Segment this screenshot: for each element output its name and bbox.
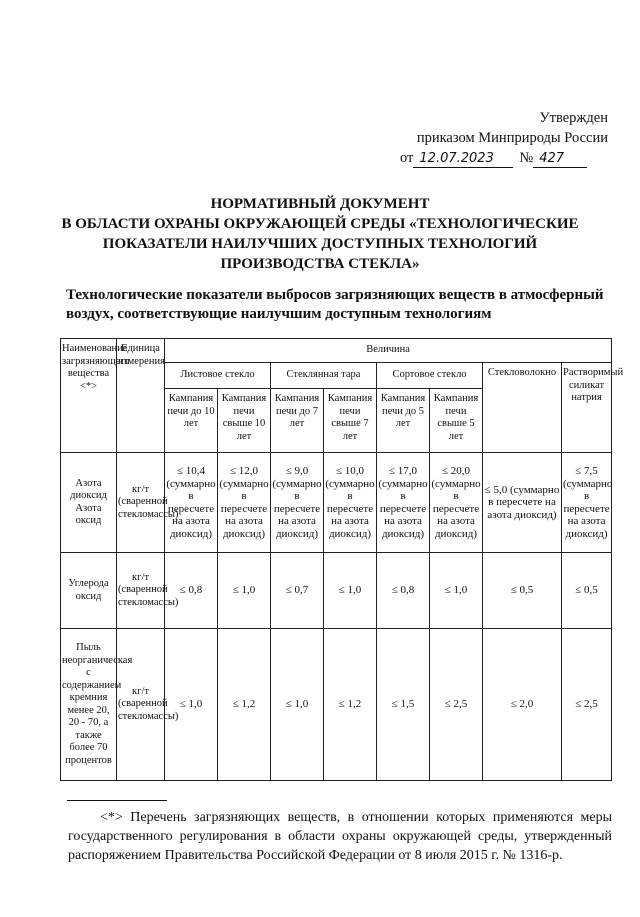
unit-cell: кг/т (сваренной стекломассы) [117,553,165,629]
value-cell: ≤ 12,0 (суммарно в пересчете на азота диоксид) [218,453,271,553]
header-sort-glass: Сортовое стекло [377,363,483,389]
value-cell: ≤ 10,0 (суммарно в пересчете на азота диоксид) [324,453,377,553]
value-cell: ≤ 1,0 [430,553,483,629]
document-title [40,194,600,274]
value-cell: ≤ 0,7 [271,553,324,629]
header-sheet-over-10: Кампания печи свыше 10 лет [218,389,271,453]
value-cell: ≤ 9,0 (суммарно в пересчете на азота диоксид) [271,453,324,553]
order-number: 427 [533,151,587,168]
approval-line-order: приказом Минприроды России [416,130,608,146]
footnote: <*> Перечень загрязняющих веществ, в отношении которых применяются меры государственного регулирования в области охраны окружающей среды, утвержденный распоряжением Правительства Российской Федерации от 8 июля 2015 г. № 1316-р. [68,810,612,863]
header-unit: Единица измерения [117,339,165,453]
header-fiberglass: Стекловолокно [483,363,562,453]
header-sheet-glass: Листовое стекло [165,363,271,389]
substance-name: Пыль неорганическая с содержанием кремния менее 20, 20 - 70, а также более 70 процентов [61,629,117,781]
header-sodium-silicate: Растворимый силикат натрия [562,363,612,453]
header-container-up-to-7: Кампания печи до 7 лет [271,389,324,453]
table-row [61,629,612,781]
value-cell: ≤ 10,4 (суммарно в пересчете на азота диоксид) [165,453,218,553]
title-line-2: В ОБЛАСТИ ОХРАНЫ ОКРУЖАЮЩЕЙ СРЕДЫ «ТЕХНОЛОГИЧЕСКИЕ [61,216,579,232]
value-cell: ≤ 2,0 [483,629,562,781]
approval-block [400,108,610,168]
value-cell: ≤ 0,5 [483,553,562,629]
value-cell: ≤ 0,8 [377,553,430,629]
substance-name: Углерода оксид [61,553,117,629]
value-cell: ≤ 0,8 [165,553,218,629]
value-cell: ≤ 2,5 [430,629,483,781]
value-cell: ≤ 1,2 [218,629,271,781]
value-cell: ≤ 17,0 (суммарно в пересчете на азота диоксид) [377,453,430,553]
value-cell: ≤ 1,0 [218,553,271,629]
title-line-1: НОРМАТИВНЫЙ ДОКУМЕНТ [210,196,430,212]
header-substance: Наименование загрязняющего вещества <*> [61,339,117,453]
order-date: 12.07.2023 [413,151,513,168]
header-sort-over-5: Кампания печи свыше 5 лет [430,389,483,453]
unit-cell: кг/т (сваренной стекломассы) [117,629,165,781]
unit-cell: кг/т (сваренной стекломассы) [117,453,165,553]
substance-name: Азота диоксид Азота оксид [61,453,117,553]
header-sheet-up-to-10: Кампания печи до 10 лет [165,389,218,453]
value-cell: ≤ 20,0 (суммарно в пересчете на азота диоксид) [430,453,483,553]
approval-line-approved: Утвержден [539,110,608,126]
header-value: Величина [165,339,612,363]
emissions-table [60,338,624,781]
number-label: № [519,150,534,166]
header-glass-container: Стеклянная тара [271,363,377,389]
section-subtitle: Технологические показатели выбросов загрязняющих веществ в атмосферный воздух, соответствующие наилучшим доступным технологиям [66,287,604,322]
header-container-over-7: Кампания печи свыше 7 лет [324,389,377,453]
value-cell: ≤ 2,5 [562,629,612,781]
value-cell: ≤ 0,5 [562,553,612,629]
value-cell: ≤ 7,5 (суммарно в пересчете на азота диоксид) [562,453,612,553]
value-cell: ≤ 5,0 (суммарно в пересчете на азота диоксид) [483,453,562,553]
table-row [61,453,612,553]
value-cell: ≤ 1,5 [377,629,430,781]
value-cell: ≤ 1,2 [324,629,377,781]
approval-line-date [400,148,610,168]
value-cell: ≤ 1,0 [165,629,218,781]
title-line-3: ПОКАЗАТЕЛИ НАИЛУЧШИХ ДОСТУПНЫХ ТЕХНОЛОГИЙ [102,236,538,252]
from-label: от [400,150,414,166]
footnote-divider [67,800,167,801]
value-cell: ≤ 1,0 [271,629,324,781]
table-row [61,553,612,629]
title-line-4: ПРОИЗВОДСТВА СТЕКЛА» [220,256,420,272]
header-sort-up-to-5: Кампания печи до 5 лет [377,389,430,453]
value-cell: ≤ 1,0 [324,553,377,629]
